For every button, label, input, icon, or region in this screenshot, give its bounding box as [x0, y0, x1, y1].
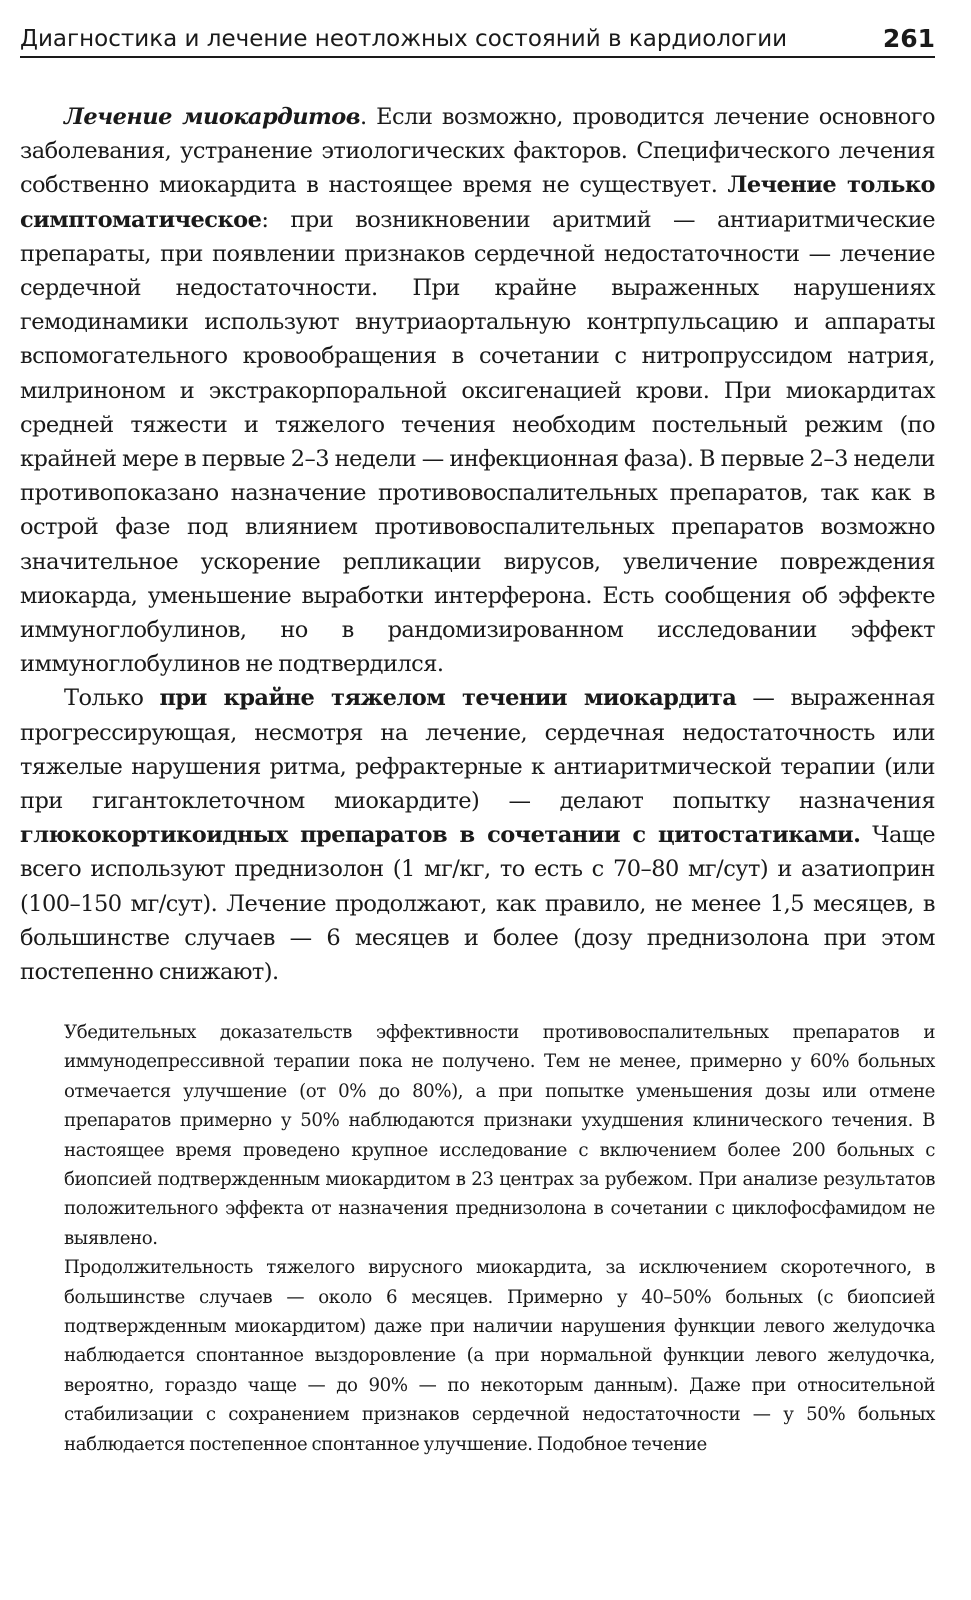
text-run: — выраженная прогрессирующая, несмотря на лечение, сердечная недостаточность или тяжелые нарушения ритма, рефрактерные к антиаритмической терапии (или при гигантоклеточном миокардите) — делают попытку назначения	[20, 685, 935, 815]
small-paragraph-duration: Продолжительность тяжелого вирусного миокардита, за исключением скоротечного, в большинстве случаев — около 6 месяцев. Примерно у 40–50% больных (с биопсией подтвержденным миокардитом) даже при наличии нарушения функции левого желудочка наблюдается спонтанное выздоровление (а при нормальной функции левого желудочка, вероятно, гораздо чаще — до 90% — по некоторым данным). Даже при относительной стабилизации с сохранением признаков сердечной недостаточности — у 50% больных наблюдается постепенное спонтанное улучшение. Подобное течение	[64, 1257, 935, 1455]
bold-phrase: при крайне тяжелом течении миокардита	[159, 685, 737, 712]
text-run: Только	[64, 685, 160, 712]
small-paragraph-evidence: Убедительных доказательств эффективности противовоспалительных препаратов и иммунодепрессивной терапии пока не получено. Тем не менее, примерно у 60% больных отмечается улучшение (от 0% до 80%), а при попытке уменьшения дозы или отмене препаратов примерно у 50% наблюдаются признаки ухудшения клинического течения. В настоящее время проведено крупное исследование с включением более 200 больных с биопсией подтвержденным миокардитом в 23 центрах за рубежом. При анализе результатов положительного эффекта от назначения преднизолона в сочетании с циклофосфамидом не выявлено.	[64, 1022, 935, 1249]
text-run: Чаще всего используют преднизолон (1 мг/кг, то есть с 70–80 мг/сут) и азатиоприн (100–150 мг/сут). Лечение продолжают, как правило, не менее 1,5 месяцев, в большинстве случаев — 6 месяцев и более (дозу преднизолона при этом постепенно снижают).	[20, 822, 935, 986]
text-run: : при возникновении аритмий — антиаритмические препараты, при появлении признаков сердечной недостаточности — лечение сердечной недостаточности. При крайне выраженных нарушениях гемодинамики используют внутриаортальную контрпульсацию и аппараты вспомогательного кровообращения в сочетании с нитропруссидом натрия, милриноном и экстракорпоральной оксигенацией крови. При миокардитах средней тяжести и тяжелого течения необходим постельный режим (по крайней мере в первые 2–3 недели — инфекционная фаза). В первые 2–3 недели противопоказано назначение противовоспалительных препаратов, так как в острой фазе под влиянием противовоспалительных препаратов возможно значительное ускорение репликации вирусов, увеличение повреждения миокарда, уменьшение выработки интерферона. Есть сообщения об эффекте иммуноглобулинов, но в рандомизированном исследовании эффект иммуноглобулинов не подтвердился.	[20, 206, 935, 678]
bold-phrase: Лечение только симптоматическое	[20, 172, 935, 233]
paragraph-severe-course	[20, 681, 935, 989]
small-print-block	[64, 1018, 935, 1459]
page-number: 261	[882, 24, 935, 53]
running-header-title: Диагностика и лечение неотложных состояний в кардиологии	[20, 26, 788, 52]
section-heading: Лечение миокардитов	[64, 104, 360, 130]
bold-phrase: глюкокортикоидных препаратов в сочетании с цитостатиками.	[20, 822, 861, 849]
paragraph-treatment	[20, 100, 935, 681]
main-text	[20, 100, 935, 989]
text-run: . Если возможно, проводится лечение основного заболевания, устранение этиологических факторов. Специфического лечения собственно миокардита в настоящее время не существует.	[20, 104, 935, 199]
running-header	[20, 22, 935, 58]
